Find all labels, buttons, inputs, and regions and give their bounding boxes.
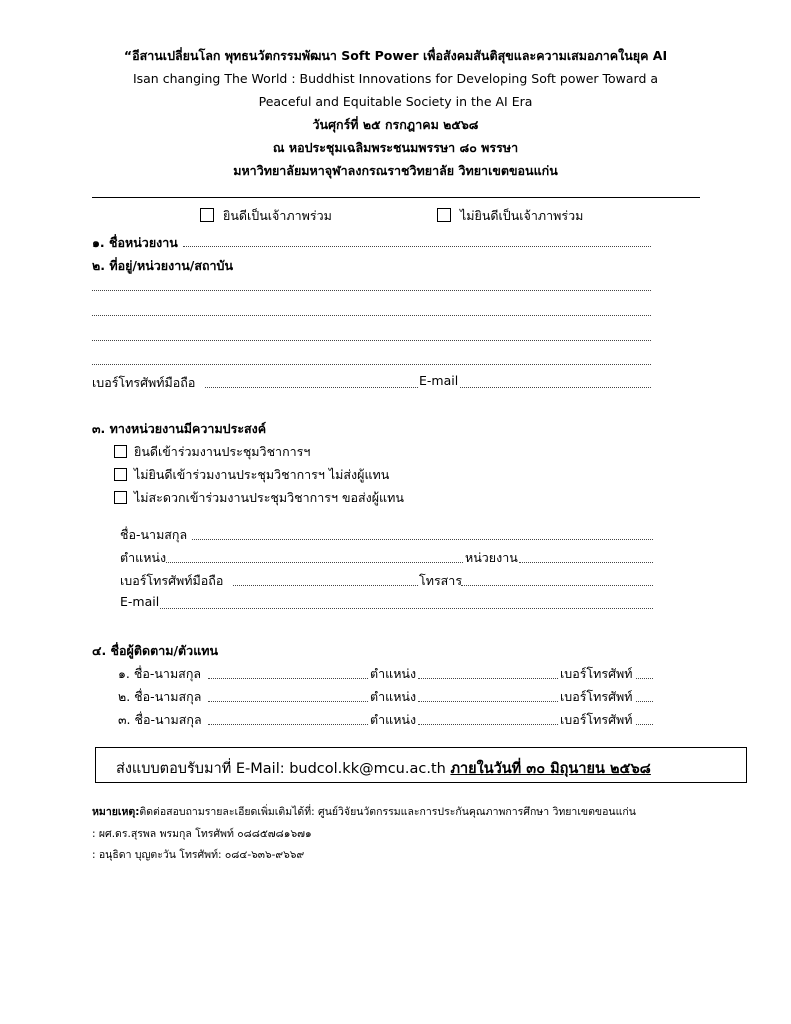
follower-1-name-label: ๑. ชื่อ-นามสกุล <box>118 666 202 681</box>
document-header <box>0 44 791 182</box>
follower-2-name-field[interactable] <box>208 701 368 702</box>
follower-3-name-label: ๓. ชื่อ-นามสกุล <box>118 712 202 727</box>
rep-unit-field[interactable] <box>519 562 653 563</box>
intent-representative-checkbox[interactable] <box>114 491 127 504</box>
rep-position-label: ตำแหน่ง <box>120 550 167 565</box>
follower-2-position-label: ตำแหน่ง <box>370 689 417 704</box>
header-university: มหาวิทยาลัยมหาจุฬาลงกรณราชวิทยาลัย วิทยาเขตขอนแก่น <box>233 163 558 178</box>
host-accept-checkbox[interactable] <box>200 208 214 222</box>
intent-attend-label: ยินดีเข้าร่วมงานประชุมวิชาการฯ <box>134 444 311 459</box>
host-decline-label: ไม่ยินดีเป็นเจ้าภาพร่วม <box>460 208 584 223</box>
intent-attend-checkbox[interactable] <box>114 445 127 458</box>
submission-text <box>116 757 651 780</box>
section3-label: ๓. ทางหน่วยงานมีความประสงค์ <box>92 421 267 436</box>
intent-option-decline[interactable] <box>114 465 389 485</box>
header-venue: ณ หอประชุมเฉลิมพระชนมพรรษา ๘๐ พรรษา <box>272 140 519 155</box>
org-phone-field[interactable] <box>205 387 418 388</box>
note-contact-2: : อนุธิดา บุญตะวัน โทรศัพท์: ๐๘๔-๖๓๖-๙๖๖๙ <box>92 849 305 861</box>
note-line-1 <box>92 803 636 820</box>
follower-3-phone-field[interactable] <box>636 724 653 725</box>
section4-label: ๔. ชื่อผู้ติดตาม/ตัวแทน <box>92 643 219 658</box>
section1-label: ๑. ชื่อหน่วยงาน <box>92 235 178 250</box>
follower-1-position-label: ตำแหน่ง <box>370 666 417 681</box>
rep-position-field[interactable] <box>166 562 463 563</box>
follower-1-name-field[interactable] <box>208 678 368 679</box>
follower-2-phone-field[interactable] <box>636 701 653 702</box>
host-decline-option[interactable] <box>437 206 583 226</box>
org-phone-label: เบอร์โทรศัพท์มือถือ <box>92 375 196 390</box>
header-title-thai: “อีสานเปลี่ยนโลก พุทธนวัตกรรมพัฒนา Soft Power เพื่อสังคมสันติสุขและความเสมอภาคในยุค AI <box>123 48 668 63</box>
org-email-label: E-mail <box>419 373 459 388</box>
rep-fax-field[interactable] <box>461 585 653 586</box>
note-contact-1: : ผศ.ดร.สุรพล พรมกุล โทรศัพท์ ๐๘๘๕๗๘๑๖๗๑ <box>92 828 312 840</box>
header-divider <box>92 197 700 198</box>
host-decline-checkbox[interactable] <box>437 208 451 222</box>
follower-2-position-field[interactable] <box>418 701 558 702</box>
rep-fax-label: โทรสาร <box>419 573 463 588</box>
host-accept-label: ยินดีเป็นเจ้าภาพร่วม <box>223 208 332 223</box>
follower-2-phone-label: เบอร์โทรศัพท์ <box>560 689 633 704</box>
note-title: หมายเหตุ: <box>92 806 140 818</box>
header-title-english-2: Peaceful and Equitable Society in the AI Era <box>258 94 533 109</box>
intent-decline-label: ไม่ยินดีเข้าร่วมงานประชุมวิชาการฯ ไม่ส่งผู้แทน <box>134 467 390 482</box>
section2-label: ๒. ที่อยู่/หน่วยงาน/สถาบัน <box>92 258 234 273</box>
follower-2-name-label: ๒. ชื่อ-นามสกุล <box>118 689 202 704</box>
rep-name-label: ชื่อ-นามสกุล <box>120 527 188 542</box>
submission-email: ส่งแบบตอบรับมาที่ E-Mail: budcol.kk@mcu.ac.th <box>116 761 446 777</box>
submission-box <box>95 747 747 783</box>
host-accept-option[interactable] <box>200 206 332 226</box>
intent-representative-label: ไม่สะดวกเข้าร่วมงานประชุมวิชาการฯ ขอส่งผู้แทน <box>134 490 404 505</box>
follower-3-phone-label: เบอร์โทรศัพท์ <box>560 712 633 727</box>
address-line-4-field[interactable] <box>92 364 651 365</box>
follower-3-name-field[interactable] <box>208 724 368 725</box>
intent-option-attend[interactable] <box>114 442 310 462</box>
rep-phone-field[interactable] <box>233 585 418 586</box>
header-date: วันศุกร์ที่ ๒๕ กรกฎาคม ๒๕๖๘ <box>312 117 479 132</box>
intent-option-representative[interactable] <box>114 488 404 508</box>
follower-1-position-field[interactable] <box>418 678 558 679</box>
submission-deadline: ภายในวันที่ ๓๐ มิถุนายน ๒๕๖๘ <box>450 761 651 777</box>
rep-email-field[interactable] <box>160 608 653 609</box>
note-contact-info: ติดต่อสอบถามรายละเอียดเพิ่มเติมได้ที่: ศูนย์วิจัยนวัตกรรมและการประกันคุณภาพการศึกษา วิทยาเขตขอนแก่น <box>139 806 636 818</box>
follower-3-position-field[interactable] <box>418 724 558 725</box>
rep-phone-label: เบอร์โทรศัพท์มือถือ <box>120 573 224 588</box>
follower-1-phone-field[interactable] <box>636 678 653 679</box>
address-line-2-field[interactable] <box>92 315 651 316</box>
organization-name-field[interactable] <box>183 246 651 247</box>
follower-1-phone-label: เบอร์โทรศัพท์ <box>560 666 633 681</box>
follower-3-position-label: ตำแหน่ง <box>370 712 417 727</box>
rep-unit-label: หน่วยงาน <box>465 550 518 565</box>
intent-decline-checkbox[interactable] <box>114 468 127 481</box>
header-title-english-1: Isan changing The World : Buddhist Innovations for Developing Soft power Toward a <box>132 71 659 86</box>
rep-name-field[interactable] <box>192 539 653 540</box>
rep-email-label: E-mail <box>120 594 160 609</box>
address-line-1-field[interactable] <box>92 290 651 291</box>
org-email-field[interactable] <box>460 387 651 388</box>
address-line-3-field[interactable] <box>92 340 651 341</box>
